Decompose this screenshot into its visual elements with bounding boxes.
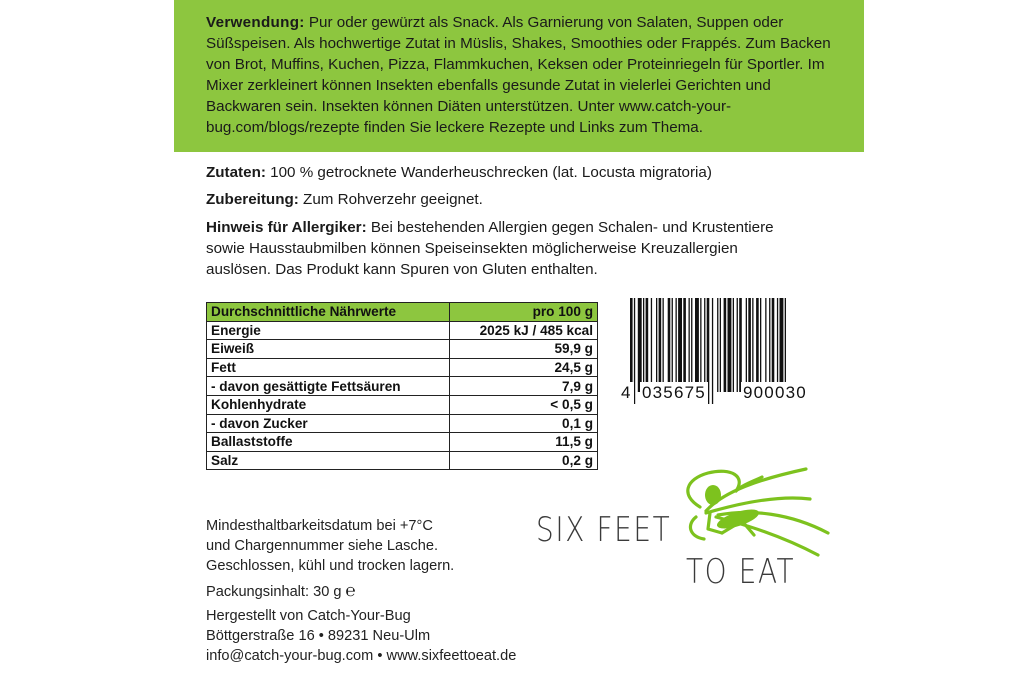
- inhalt-text: Packungsinhalt: 30 g: [206, 584, 342, 600]
- verwendung-text: Pur oder gewürzt als Snack. Als Garnierung von Salaten, Suppen oder Süßspeisen. Als hochwertige Zutat in Müslis, Shakes, Smoothies oder Frappés. Zum Backen von Brot, Muffins, Kuchen, Pizza, Flammkuchen, Keksen oder Proteinriegeln für Sportler. Im Mixer zerkleinert können Insekten ebenfalls gesunde Zutat in vielerlei Gerichten und Backwaren sein. Insekten können Diäten unterstützen. Unter www.catch-your-bug.com/blogs/rezepte finden Sie leckere Rezepte und Links zum Thema.: [206, 14, 831, 136]
- barcode-bar: [695, 298, 699, 392]
- mhd-line: und Chargennummer siehe Lasche.: [206, 538, 439, 554]
- barcode-bar: [704, 298, 705, 392]
- barcode-bar: [728, 298, 732, 392]
- naehrwert-label: Energie: [207, 321, 450, 340]
- barcode-bar: [739, 298, 742, 392]
- naehrwert-label: Eiweiß: [207, 340, 450, 359]
- zutaten-paragraph: [206, 162, 712, 183]
- barcode-bar: [748, 298, 751, 392]
- naehrwert-label: - davon Zucker: [207, 414, 450, 433]
- table-header-row: [207, 303, 598, 322]
- barcode-bar: [646, 298, 649, 392]
- naehrwert-value: 0,2 g: [450, 451, 598, 470]
- barcode-bar: [643, 298, 644, 392]
- barcode-bar: [678, 298, 682, 392]
- verwendung-box: [174, 0, 864, 152]
- naehrwert-label: Fett: [207, 358, 450, 377]
- naehrwert-value: 24,5 g: [450, 358, 598, 377]
- logo-text-line1: SIX FEET: [536, 510, 672, 550]
- header-label: Durchschnittliche Nährwerte: [207, 303, 450, 322]
- hersteller-line: info@catch-your-bug.com • www.sixfeettoeat.de: [206, 648, 517, 664]
- barcode-bar: [683, 298, 686, 392]
- allergie-hinweis: [206, 217, 806, 280]
- barcode-bar: [672, 298, 673, 392]
- naehrwert-value: 7,9 g: [450, 377, 598, 396]
- barcode-bar: [712, 298, 713, 404]
- barcode-bar: [765, 298, 766, 392]
- header-value: pro 100 g: [450, 303, 598, 322]
- barcode-bar: [746, 298, 747, 392]
- barcode-bar: [737, 298, 738, 392]
- zubereitung-paragraph: [206, 189, 483, 210]
- table-row: [207, 377, 598, 396]
- barcode-bar: [756, 298, 759, 392]
- naehrwert-label: Ballaststoffe: [207, 433, 450, 452]
- table-row: [207, 358, 598, 377]
- barcode-bar: [689, 298, 690, 392]
- barcode-bar: [772, 298, 775, 392]
- barcode-bar: [634, 298, 635, 404]
- barcode-bar: [676, 298, 677, 392]
- zutaten-text: 100 % getrocknete Wanderheuschrecken (lat. Locusta migratoria): [270, 164, 712, 181]
- barcode-bar: [720, 298, 721, 392]
- hinweis-text: Bei bestehenden Allergien gegen Schalen- und Krustentiere sowie Hausstaubmilben können Speiseinsekten möglicherweise Kreuzallergien auslösen. Das Produkt kann Spuren von Gluten enthalten.: [206, 219, 774, 278]
- barcode-bar: [769, 298, 770, 392]
- barcode-bar: [777, 298, 778, 392]
- barcode-bar: [651, 298, 652, 392]
- barcode-bar: [659, 298, 662, 392]
- naehrwert-value: 2025 kJ / 485 kcal: [450, 321, 598, 340]
- table-row: [207, 321, 598, 340]
- barcode-left-digits: 035675: [642, 383, 706, 402]
- table-row: [207, 340, 598, 359]
- naehrwert-tabelle: [206, 302, 598, 470]
- naehrwert-value: < 0,5 g: [450, 395, 598, 414]
- barcode-bar: [752, 298, 753, 392]
- barcode-bar: [663, 298, 664, 392]
- naehrwert-label: - davon gesättigte Fettsäuren: [207, 377, 450, 396]
- naehrwert-value: 0,1 g: [450, 414, 598, 433]
- table-row: [207, 433, 598, 452]
- naehrwert-label: Salz: [207, 451, 450, 470]
- packungsinhalt: [206, 581, 356, 602]
- naehrwert-value: 59,9 g: [450, 340, 598, 359]
- hersteller-line: Böttgerstraße 16 • 89231 Neu-Ulm: [206, 628, 431, 644]
- mhd-line: Mindesthaltbarkeitsdatum bei +7°C: [206, 518, 433, 534]
- barcode-bar: [733, 298, 734, 392]
- barcode-first-digit: 4: [621, 383, 632, 402]
- e-mark-icon: ℮: [345, 581, 356, 601]
- barcode-bar: [668, 298, 671, 392]
- barcode-right-digits: 900030: [743, 383, 807, 402]
- logo-text-line2: TO EAT: [686, 552, 796, 592]
- barcode-bar: [638, 298, 642, 392]
- barcode-bar: [717, 298, 718, 392]
- table-row: [207, 395, 598, 414]
- barcode-bar: [700, 298, 701, 392]
- barcode-bar: [760, 298, 761, 392]
- barcode-bar: [780, 298, 784, 392]
- zutaten-label: Zutaten:: [206, 164, 266, 181]
- zubereitung-text: Zum Rohverzehr geeignet.: [303, 191, 483, 208]
- hersteller-line: Hergestellt von Catch-Your-Bug: [206, 608, 411, 624]
- barcode-bar: [691, 298, 692, 392]
- verwendung-label: Verwendung:: [206, 14, 305, 31]
- barcode-bar: [724, 298, 727, 392]
- hinweis-label: Hinweis für Allergiker:: [206, 219, 367, 236]
- naehrwert-value: 11,5 g: [450, 433, 598, 452]
- mhd-hinweis: [206, 516, 454, 576]
- mhd-line: Geschlossen, kühl und trocken lagern.: [206, 558, 455, 574]
- zubereitung-label: Zubereitung:: [206, 191, 299, 208]
- table-row: [207, 414, 598, 433]
- barcode-bar: [656, 298, 657, 392]
- hersteller-info: [206, 606, 516, 666]
- naehrwert-label: Kohlenhydrate: [207, 395, 450, 414]
